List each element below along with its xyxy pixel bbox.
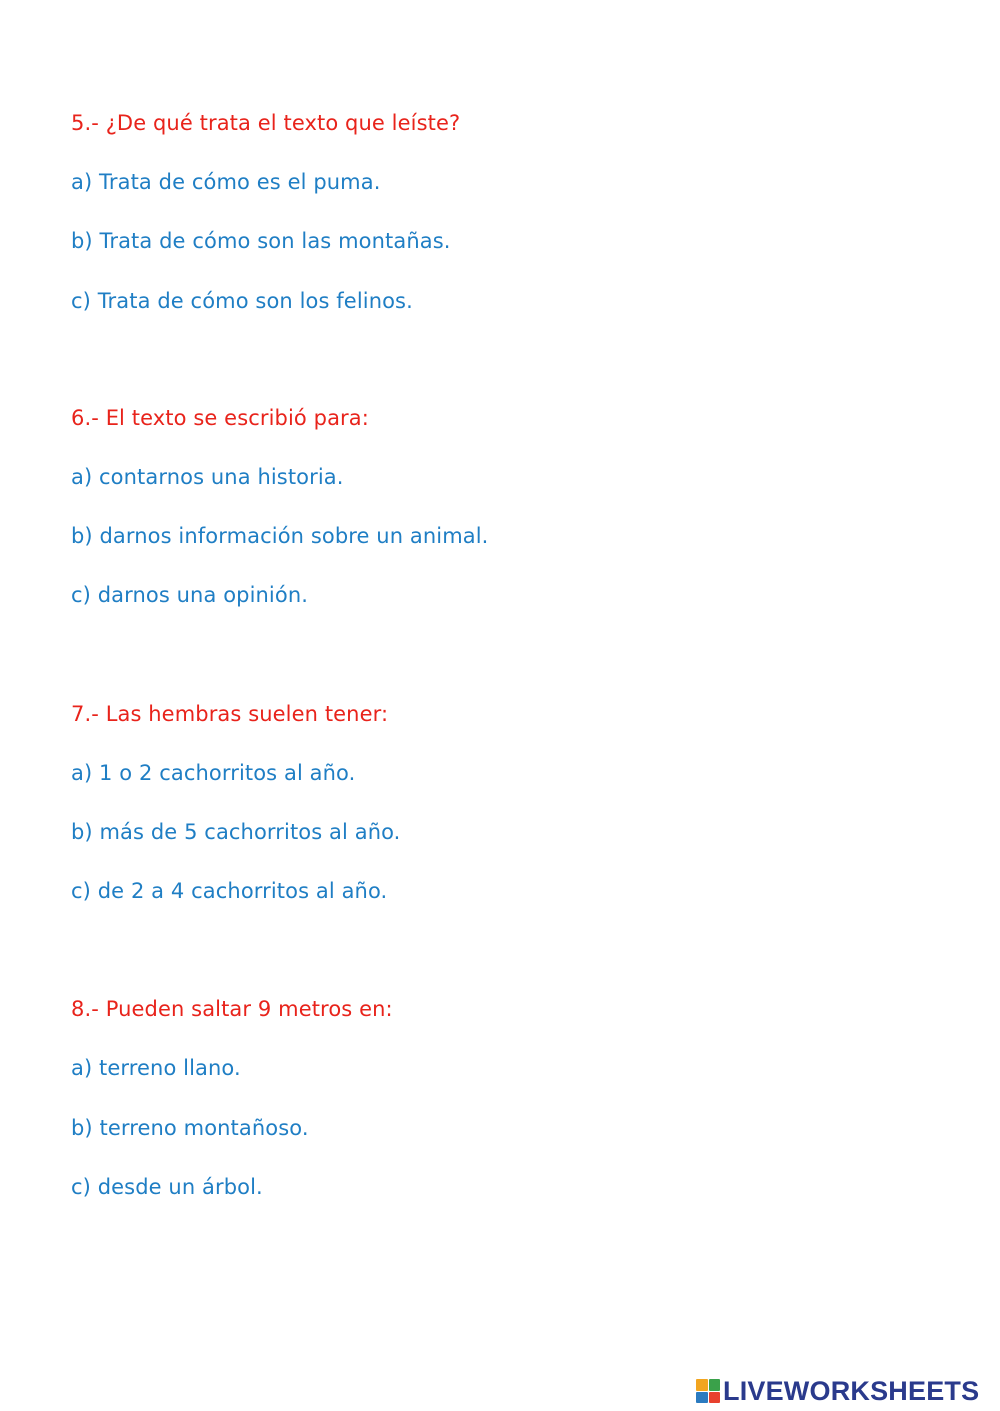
- question-8-option-c[interactable]: c) desde un árbol.: [71, 1175, 263, 1199]
- liveworksheets-icon: [696, 1379, 720, 1403]
- question-8-option-b[interactable]: b) terreno montañoso.: [71, 1116, 309, 1140]
- logo-text: LIVEWORKSHEETS: [723, 1375, 980, 1406]
- question-5-prompt: 5.- ¿De qué trata el texto que leíste?: [71, 111, 461, 135]
- question-6-option-c[interactable]: c) darnos una opinión.: [71, 583, 309, 607]
- question-7-option-b[interactable]: b) más de 5 cachorritos al año.: [71, 820, 401, 844]
- question-7-prompt: 7.- Las hembras suelen tener:: [71, 702, 389, 726]
- question-6-prompt: 6.- El texto se escribió para:: [71, 406, 369, 430]
- question-7-option-a[interactable]: a) 1 o 2 cachorritos al año.: [71, 761, 356, 785]
- liveworksheets-logo: [696, 1375, 979, 1407]
- question-6-option-b[interactable]: b) darnos información sobre un animal.: [71, 524, 489, 548]
- question-5-option-a[interactable]: a) Trata de cómo es el puma.: [71, 170, 381, 194]
- question-6-option-a[interactable]: a) contarnos una historia.: [71, 465, 344, 489]
- question-8-prompt: 8.- Pueden saltar 9 metros en:: [71, 997, 393, 1021]
- question-7-option-c[interactable]: c) de 2 a 4 cachorritos al año.: [71, 879, 388, 903]
- question-5-option-c[interactable]: c) Trata de cómo son los felinos.: [71, 289, 413, 313]
- question-5-option-b[interactable]: b) Trata de cómo son las montañas.: [71, 229, 451, 253]
- question-8-option-a[interactable]: a) terreno llano.: [71, 1056, 241, 1080]
